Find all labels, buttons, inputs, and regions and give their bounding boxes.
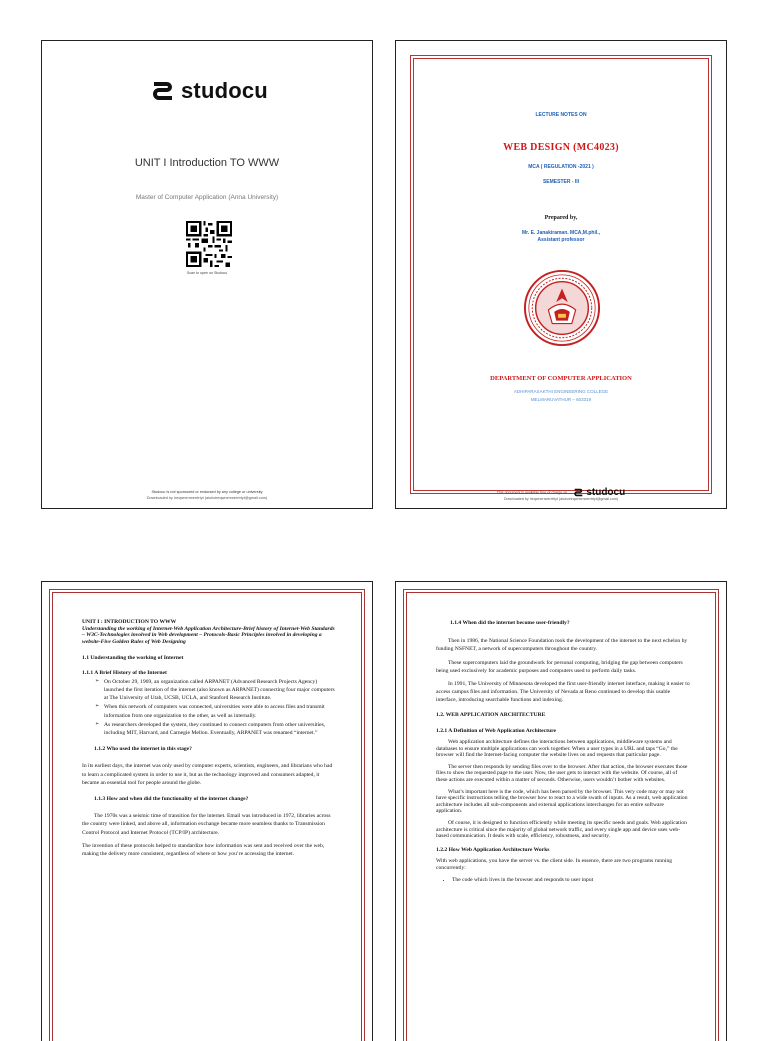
- subsection-heading: 1.1.3 How and when did the functionality of the internet change?: [94, 796, 249, 803]
- semester: SEMESTER - III: [542, 179, 580, 185]
- paragraph: The server then responds by sending files over to the browser. After that action, the browser executes those files to show the requested page to the user. Now, the user gets to interact with the website. Of course, all of these actions are executed within a matter of seconds. Otherwise, users wouldn’t bother with websites.: [436, 763, 688, 783]
- paragraph: In 1991, The University of Minnesota developed the first user-friendly internet interface, making it easier to access campus files and information. The University of Nevada at Reno continued to develop this usable interface, introducing searchable functions and indexing.: [436, 681, 690, 704]
- unit-heading: [82, 619, 336, 645]
- subsection-heading: 1.2.1 A Definition of Web Application Architecture: [436, 727, 556, 734]
- qr-caption: Scan to open on Studocu: [186, 271, 228, 275]
- cover-page: [41, 40, 373, 509]
- regulation: MCA ( REGULATION -2021 ): [528, 164, 594, 170]
- qr-code-icon[interactable]: [186, 221, 232, 267]
- paragraph: With web applications, you have the server vs. the client side. In essence, there are two programs running concurrently:: [436, 857, 673, 871]
- history-list: [82, 678, 336, 737]
- list-item: ➢ When this network of computers was connected, universities were able to access files and transmit information from one organization to the other, as well as internally.: [104, 703, 336, 719]
- paragraph: The 1970s was a seismic time of transition for the internet. Email was introduced in 1972, libraries across the country were linked, and above all, information exchange became more seamless thanks to Transmission Control Protocol and Internet Protocol (TCP/IP) architecture.: [82, 813, 331, 836]
- title-page: [395, 40, 727, 509]
- unit-title: UNIT I : INTRODUCTION TO WWW: [82, 619, 177, 625]
- paragraph: These supercomputers laid the groundwork for personal computing, bridging the gap between computers being used exclusively for academic purposes and computers used to perform daily tasks.: [436, 659, 683, 674]
- download-credit: Downloaded by Ireqwnerrwerrtrtyt (aluiruireqwnerrwerrtrtyt@gmail.com): [503, 497, 619, 501]
- lecture-notes-heading: LECTURE NOTES ON: [535, 112, 587, 118]
- paragraph: Web application architecture defines the interactions between applications, middleware systems and databases to ensure multiple applications can work together. When a user types in a URL and taps “Go,” the browser will find the Internet-facing computer the website lives on and requests that particular page.: [436, 739, 678, 759]
- paragraph: In its earliest days, the internet was only used by computer experts, scientists, engineers, and librarians who had to learn a complicated system in order to use it, but as the technology improved and consumers adapted, it became an essential tool for people around the globe.: [82, 763, 333, 786]
- course-title: WEB DESIGN (MC4023): [503, 142, 619, 153]
- section-heading: 1.2. WEB APPLICATION ARCHITECTURE: [436, 711, 546, 718]
- download-credit: Downloaded by Ireqwnerrwerrtrtyt (aluiruireqwnerrwerrtrtyt@gmail.com): [146, 496, 268, 500]
- subsection-heading: 1.1.4 When did the internet become user-friendly?: [450, 620, 570, 626]
- disclaimer: Studocu is not sponsored or endorsed by any college or university: [151, 490, 263, 494]
- prepared-by: Prepared by,: [544, 215, 578, 221]
- college-name: ADHIPARASAKTHI ENGINEERING COLLEGE: [513, 389, 609, 394]
- college-seal-icon: [523, 269, 601, 347]
- author: [396, 230, 726, 244]
- brand-name: studocu: [586, 486, 626, 498]
- document-title: UNIT I Introduction TO WWW: [134, 157, 280, 169]
- paragraph: Of course, it is designed to function efficiently while meeting its specific needs and goals. Web application architecture is critical since the majority of global network traffic, and every single app and device uses web-based communication. It deals with scale, efficiency, robustness, and security.: [436, 819, 687, 840]
- paragraph: Then in 1986, the National Science Foundation took the development of the internet to the next echelon by funding NSFNET, a network of supercomputers throughout the country.: [436, 638, 688, 653]
- list-item: • The code which lives in the browser and responds to user input: [452, 876, 690, 884]
- page-body: [82, 619, 336, 863]
- section-heading: 1.1 Understanding the working of Internet: [82, 655, 184, 662]
- content-page-2: [395, 581, 727, 1041]
- list-item: ➢ On October 29, 1969, an organization called ARPANET (Advanced Research Projects Agency) launched the first iteration of the internet (also known as ARPANET) connecting four major computers at The University of Utah, UCSB, UCLA, and Stanford Research Institute.: [104, 678, 336, 703]
- studocu-logo-icon: [150, 78, 176, 104]
- paragraph: The invention of these protocols helped to standardize how information was sent and received over the web, making the delivery more consistent, regardless of where or how you’re accessing the internet.: [82, 842, 325, 858]
- subsection-heading: 1.1.2 Who used the internet in this stage?: [94, 746, 192, 753]
- content-page-1: [41, 581, 373, 1041]
- subsection-heading: 1.1.1 A Brief History of the Internet: [82, 669, 167, 676]
- college-location: MELMARUVATHUR – 603319: [530, 397, 592, 402]
- unit-topics: Understanding the working of Internet-Web Application Architecture-Brief history of Internet-Web Standards – W3C-Technologies involved in Web development – Protocols-Basic Principles involved in developing a website-Five Golden Rules of Web Designing: [82, 625, 335, 645]
- author-name: Mr. E. Janakiraman. MCA,M.phil.,: [521, 230, 601, 236]
- subsection-heading: 1.2.2 How Web Application Architecture Works: [436, 846, 550, 853]
- bullet-list: [436, 876, 690, 884]
- footer-note: This document is available free of charge on: [496, 490, 568, 495]
- brand-name: studocu: [181, 78, 268, 103]
- page-body: [436, 619, 690, 884]
- studocu-logo[interactable]: [150, 78, 268, 104]
- author-role: Assistant professor: [537, 237, 585, 243]
- department-name: DEPARTMENT OF COMPUTER APPLICATION: [490, 375, 632, 382]
- list-item: ➢ As researchers developed the system, they continued to connect computers from other universities, including MIT, Harvard, and Carnegie Mellon. Eventually, ARPANET was renamed “internet.”: [104, 721, 336, 737]
- course-name[interactable]: Master of Computer Application (Anna University): [135, 194, 279, 201]
- paragraph: What’s important here is the code, which has been parsed by the browser. This very code may or may not have specific instructions telling the browser how to react to a wide swath of inputs. As a result, web application architecture includes all sub-components and external applications interchanges for an entire software application.: [436, 788, 688, 815]
